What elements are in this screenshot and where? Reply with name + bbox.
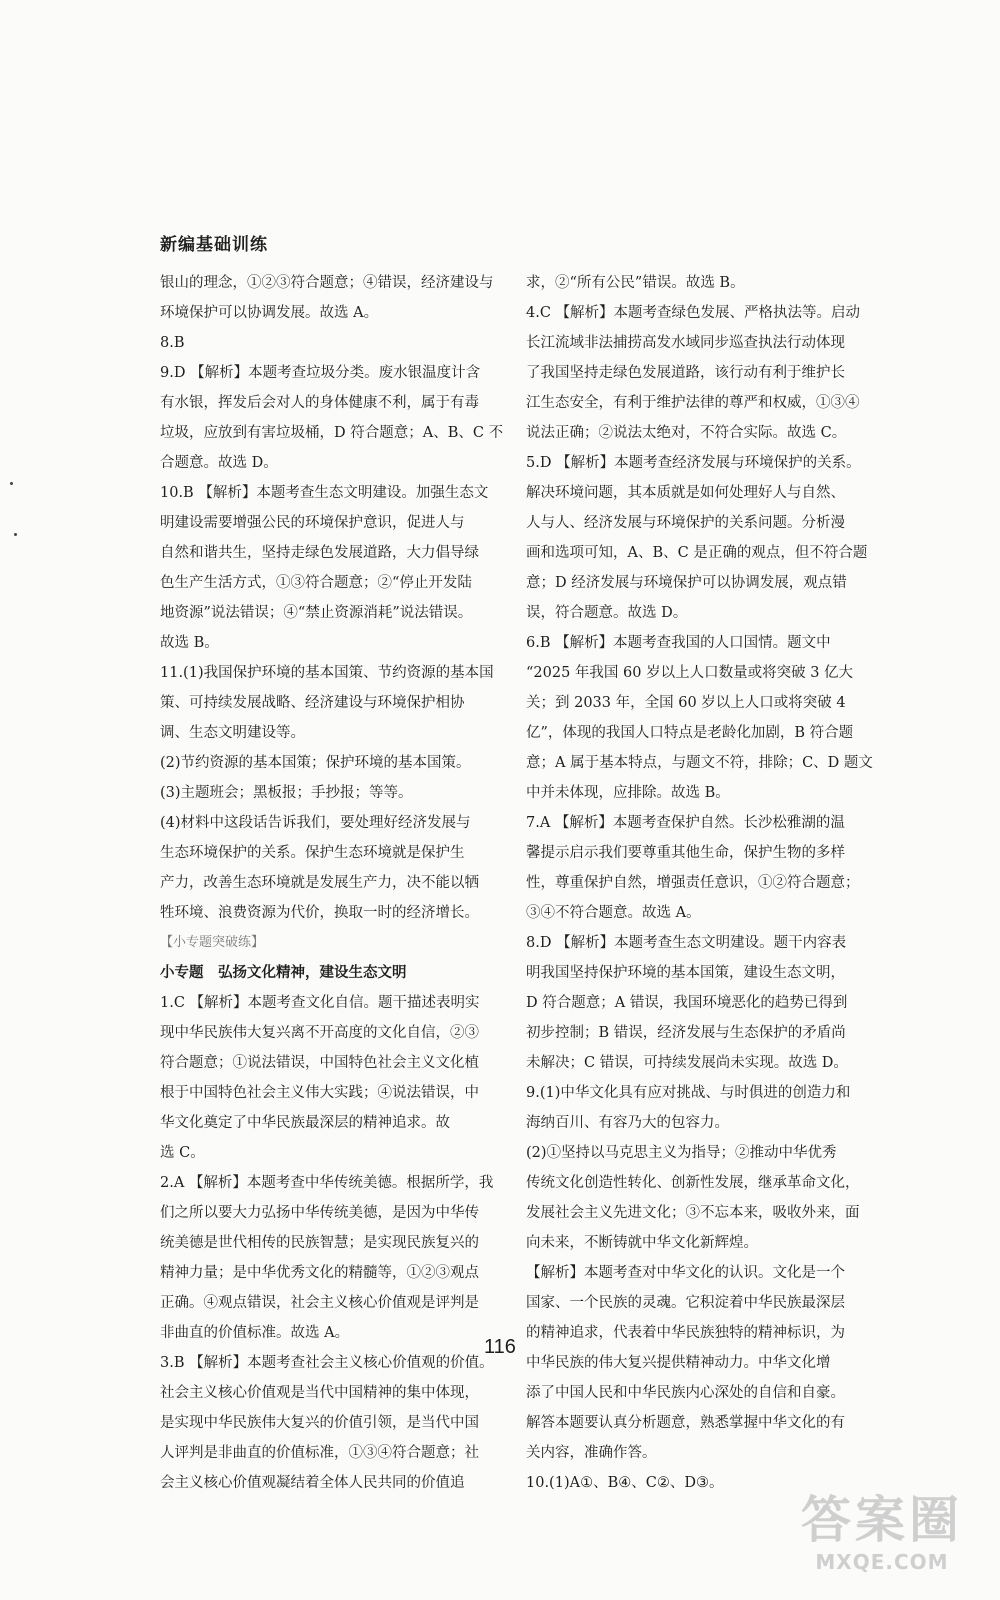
right-column-line: 【解析】本题考查对中华文化的认识。文化是一个	[526, 1265, 845, 1281]
left-column-line: 符合题意；①说法错误，中国特色社会主义文化植	[160, 1055, 479, 1071]
left-column-line: 银山的理念，①②③符合题意；④错误，经济建设与	[160, 275, 494, 291]
right-column-line: 意；D 经济发展与环境保护可以协调发展，观点错	[526, 575, 847, 591]
left-column-line: 策、可持续发展战略、经济建设与环境保护相协	[160, 695, 465, 711]
right-column-line: 明我国坚持保护环境的基本国策，建设生态文明，	[526, 965, 845, 981]
right-column-line: 了我国坚持走绿色发展道路，该行动有利于维护长	[526, 365, 845, 381]
left-column-line: 小专题 弘扬文化精神，建设生态文明	[160, 965, 407, 981]
right-column-line: 长江流域非法捕捞高发水域同步巡查执法行动体现	[526, 335, 845, 351]
right-column-line: 中华民族的伟大复兴提供精神动力。中华文化增	[526, 1355, 831, 1371]
watermark-logo	[782, 1490, 982, 1590]
left-column-line: (2)节约资源的基本国策；保护环境的基本国策。	[160, 755, 471, 771]
left-column-line: 社会主义核心价值观是当代中国精神的集中体现，	[160, 1385, 479, 1401]
left-column-line: 是实现中华民族伟大复兴的价值引领，是当代中国	[160, 1415, 479, 1431]
left-column-line: 2.A 【解析】本题考查中华传统美德。根据所学，我	[160, 1175, 494, 1191]
left-column-line: 现中华民族伟大复兴离不开高度的文化自信，②③	[160, 1025, 479, 1041]
right-column-line: 9.(1)中华文化具有应对挑战、与时俱进的创造力和	[526, 1085, 851, 1101]
left-column-line: 11.(1)我国保护环境的基本国策、节约资源的基本国	[160, 665, 494, 681]
right-column-line: 添了中国人民和中华民族内心深处的自信和自豪。	[526, 1385, 845, 1401]
left-column-line: 华文化奠定了中华民族最深层的精神追求。故	[160, 1115, 450, 1131]
scan-speck	[14, 533, 17, 536]
left-column-line: 垃圾，应放到有害垃圾桶，D 符合题意；A、B、C 不	[160, 425, 504, 441]
left-column-line: 人评判是非曲直的价值标准，①③④符合题意；社	[160, 1445, 479, 1461]
left-column-line: 合题意。故选 D。	[160, 455, 278, 471]
right-column-line: 说法正确；②说法太绝对，不符合实际。故选 C。	[526, 425, 847, 441]
left-column	[160, 268, 504, 1498]
left-column-line: 【小专题突破练】	[160, 935, 265, 950]
left-column-line: 根于中国特色社会主义伟大实践；④说法错误，中	[160, 1085, 479, 1101]
right-column	[526, 268, 876, 1498]
left-column-line: 统美德是世代相传的民族智慧；是实现民族复兴的	[160, 1235, 479, 1251]
right-column-line: 亿”，体现的我国人口特点是老龄化加剧，B 符合题	[526, 725, 854, 741]
right-column-line: 解答本题要认真分析题意，熟悉掌握中华文化的有	[526, 1415, 845, 1431]
watermark-text: 答案圈	[801, 1491, 963, 1549]
right-column-line: 4.C 【解析】本题考查绿色发展、严格执法等。启动	[526, 305, 861, 321]
right-column-line: “2025 年我国 60 岁以上人口数量或将突破 3 亿大	[526, 665, 854, 681]
right-column-line: 意；A 属于基本特点，与题文不符，排除；C、D 题文	[526, 755, 873, 771]
left-column-line: 非曲直的价值标准。故选 A。	[160, 1325, 350, 1341]
left-column-line: 调、生态文明建设等。	[160, 725, 305, 741]
left-column-line: 1.C 【解析】本题考查文化自信。题干描述表明实	[160, 995, 480, 1011]
left-column-line: 色生产生活方式，①③符合题意；②“停止开发陆	[160, 575, 472, 591]
right-column-line: 初步控制；B 错误，经济发展与生态保护的矛盾尚	[526, 1025, 846, 1041]
right-column-line: 发展社会主义先进文化；③不忘本来，吸收外来，面	[526, 1205, 860, 1221]
left-column-line: 明建设需要增强公民的环境保护意识，促进人与	[160, 515, 465, 531]
left-column-line: 9.D 【解析】本题考查垃圾分类。废水银温度计含	[160, 365, 481, 381]
left-column-line: 正确。④观点错误，社会主义核心价值观是评判是	[160, 1295, 479, 1311]
page-number: 116	[484, 1336, 516, 1358]
left-column-line: 10.B 【解析】本题考查生态文明建设。加强生态文	[160, 485, 489, 501]
left-column-line: 精神力量；是中华优秀文化的精髓等，①②③观点	[160, 1265, 479, 1281]
left-column-line: 选 C。	[160, 1145, 205, 1161]
left-column-line: 地资源”说法错误；④“禁止资源消耗”说法错误。	[160, 605, 473, 621]
left-column-line: 环境保护可以协调发展。故选 A。	[160, 305, 379, 321]
right-column-line: 人与人、经济发展与环境保护的关系问题。分析漫	[526, 515, 845, 531]
right-column-line: 画和选项可知，A、B、C 是正确的观点，但不符合题	[526, 545, 868, 561]
right-column-line: 6.B 【解析】本题考查我国的人口国情。题文中	[526, 635, 831, 651]
right-column-line: 未解决；C 错误，可持续发展尚未实现。故选 D。	[526, 1055, 848, 1071]
right-column-line: 馨提示启示我们要尊重其他生命，保护生物的多样	[526, 845, 845, 861]
right-column-line: 传统文化创造性转化、创新性发展，继承革命文化，	[526, 1175, 860, 1191]
right-column-line: 向未来，不断铸就中华文化新辉煌。	[526, 1235, 758, 1251]
left-column-line: 生态环境保护的关系。保护生态环境就是保护生	[160, 845, 465, 861]
page-header-title: 新编基础训练	[160, 235, 268, 255]
left-column-line: 产力，改善生态环境就是发展生产力，决不能以牺	[160, 875, 479, 891]
right-column-line: 关；到 2033 年，全国 60 岁以上人口或将突破 4	[526, 695, 846, 711]
right-column-line: D 符合题意；A 错误，我国环境恶化的趋势已得到	[526, 995, 848, 1011]
right-column-line: 江生态安全，有利于维护法律的尊严和权威，①③④	[526, 395, 860, 411]
right-column-line: 10.(1)A①、B④、C②、D③。	[526, 1475, 724, 1491]
right-column-line: (2)①坚持以马克思主义为指导；②推动中华优秀	[526, 1145, 837, 1161]
watermark-url: MXQE.COM	[815, 1550, 949, 1574]
right-column-line: 性，尊重保护自然，增强责任意识，①②符合题意；	[526, 875, 860, 891]
left-column-line: 们之所以要大力弘扬中华传统美德，是因为中华传	[160, 1205, 479, 1221]
right-column-line: 解决环境问题，其本质就是如何处理好人与自然、	[526, 485, 845, 501]
left-column-line: (3)主题班会；黑板报；手抄报；等等。	[160, 785, 413, 801]
left-column-line: 有水银，挥发后会对人的身体健康不利，属于有毒	[160, 395, 479, 411]
left-column-line: 8.B	[160, 335, 185, 351]
right-column-line: 海纳百川、有容乃大的包容力。	[526, 1115, 729, 1131]
left-column-line: 自然和谐共生，坚持走绿色发展道路，大力倡导绿	[160, 545, 479, 561]
right-column-line: 5.D 【解析】本题考查经济发展与环境保护的关系。	[526, 455, 861, 471]
right-column-line: 8.D 【解析】本题考查生态文明建设。题干内容表	[526, 935, 847, 951]
left-column-line: 3.B 【解析】本题考查社会主义核心价值观的价值。	[160, 1355, 494, 1371]
left-column-line: 会主义核心价值观凝结着全体人民共同的价值追	[160, 1475, 465, 1491]
left-column-line: 故选 B。	[160, 635, 219, 651]
scan-speck	[10, 482, 13, 485]
right-column-line: ③④不符合题意。故选 A。	[526, 905, 701, 921]
right-column-line: 中并未体现，应排除。故选 B。	[526, 785, 730, 801]
right-column-line: 的精神追求，代表着中华民族独特的精神标识，为	[526, 1325, 845, 1341]
right-column-line: 误，符合题意。故选 D。	[526, 605, 688, 621]
left-column-line: 牲环境、浪费资源为代价，换取一时的经济增长。	[160, 905, 479, 921]
right-column-line: 国家、一个民族的灵魂。它积淀着中华民族最深层	[526, 1295, 845, 1311]
right-column-line: 求，②“所有公民”错误。故选 B。	[526, 275, 745, 291]
right-column-line: 关内容，准确作答。	[526, 1445, 657, 1461]
right-column-line: 7.A 【解析】本题考查保护自然。长沙松雅湖的温	[526, 815, 845, 831]
left-column-line: (4)材料中这段话告诉我们，要处理好经济发展与	[160, 815, 471, 831]
